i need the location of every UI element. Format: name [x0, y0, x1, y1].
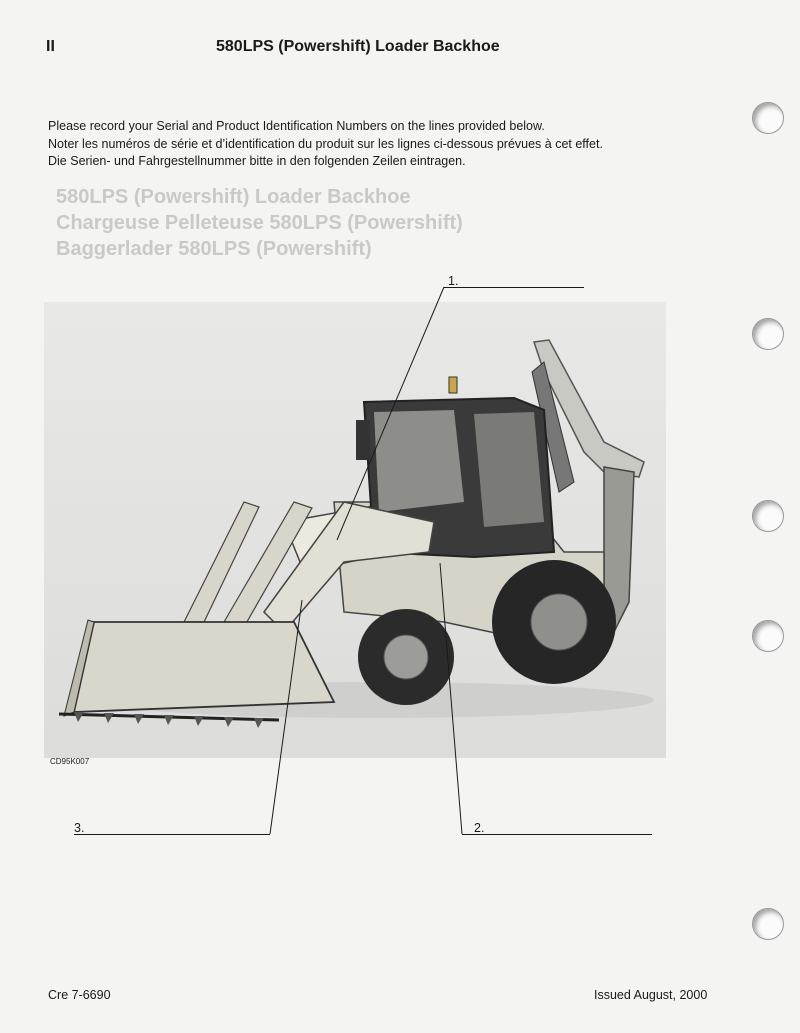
page-number: II: [46, 38, 55, 55]
issue-date: Issued August, 2000: [594, 988, 708, 1002]
bleed-through-text: Chargeuse Pelleteuse 580LPS (Powershift): [56, 212, 463, 234]
punch-hole: [752, 500, 784, 532]
callout-number-3: 3.: [74, 821, 85, 835]
serial-number-line-2: [462, 834, 652, 835]
document-number: Cre 7-6690: [48, 988, 111, 1002]
serial-number-line-1: [444, 287, 584, 288]
punch-hole: [752, 908, 784, 940]
intro-line-german: Die Serien- und Fahrgestellnummer bitte in den folgenden Zeilen eintragen.: [48, 154, 466, 168]
punch-hole: [752, 620, 784, 652]
serial-number-line-3: [74, 834, 270, 835]
callout-number-1: 1.: [448, 274, 459, 288]
intro-line-french: Noter les numéros de série et d’identification du produit sur les lignes ci-dessous prévues à cet effet.: [48, 136, 603, 151]
punch-hole: [752, 102, 784, 134]
figure-image-code: CD95K007: [50, 757, 90, 766]
callout-number-2: 2.: [474, 821, 485, 835]
bleed-through-text: 580LPS (Powershift) Loader Backhoe: [56, 186, 411, 208]
page-title: 580LPS (Powershift) Loader Backhoe: [216, 38, 500, 55]
bleed-through-text: Baggerlader 580LPS (Powershift): [56, 238, 372, 260]
intro-line-english: Please record your Serial and Product Identification Numbers on the lines provided below.: [48, 119, 545, 133]
punch-hole: [752, 318, 784, 350]
